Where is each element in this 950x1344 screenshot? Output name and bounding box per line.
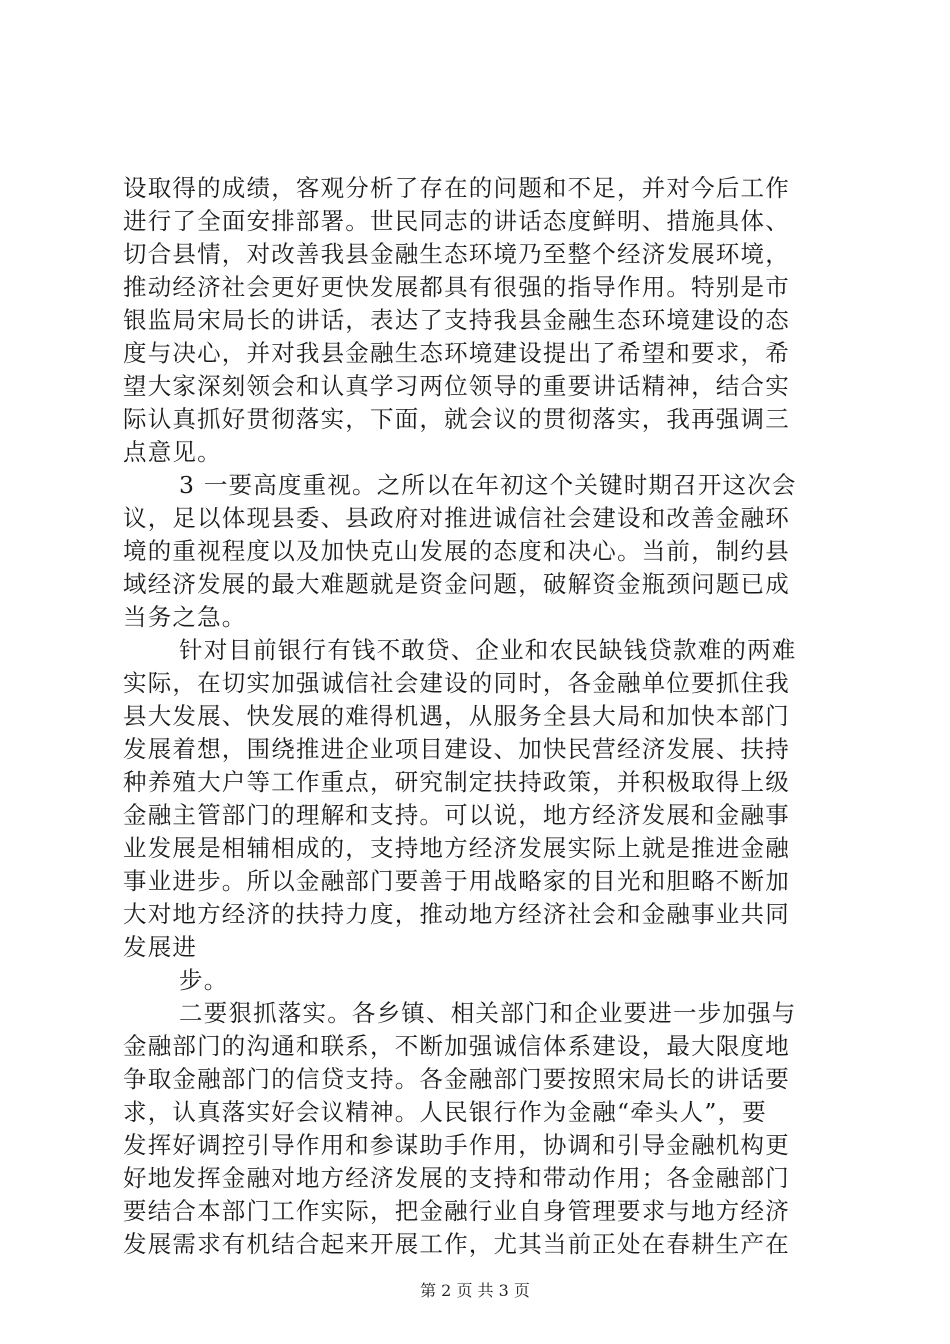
text-line: 推动经济社会更好更快发展都具有很强的指导作用。特别是市 (123, 273, 790, 301)
text-line: 点意见。 (123, 438, 222, 466)
text-line: 金融部门的沟通和联系，不断加强诚信体系建设，最大限度地 (123, 1032, 790, 1060)
text-line: 事业进步。所以金融部门要善于用战略家的目光和胆略不断加 (123, 867, 790, 895)
text-line: 进行了全面安排部署。世民同志的讲话态度鲜明、措施具体、 (123, 207, 790, 235)
text-line: 好地发挥金融对地方经济发展的支持和带动作用；各金融部门 (123, 1164, 790, 1192)
text-line: 发挥好调控引导作用和参谋助手作用，协调和引导金融机构更 (123, 1131, 790, 1159)
text-line: 际认真抓好贯彻落实，下面，就会议的贯彻落实，我再强调三 (123, 405, 790, 433)
text-line: 发展需求有机结合起来开展工作，尤其当前正处在春耕生产在 (123, 1230, 790, 1258)
document-body (123, 172, 833, 1261)
text-line: 望大家深刻领会和认真学习两位领导的重要讲话精神，结合实 (123, 372, 790, 400)
text-line: 针对目前银行有钱不敢贷、企业和农民缺钱贷款难的两难 (179, 636, 797, 664)
text-line: 大对地方经济的扶持力度，推动地方经济社会和金融事业共同 (123, 900, 790, 928)
text-line: 发展进 (123, 933, 198, 961)
text-line: 二要狠抓落实。各乡镇、相关部门和企业要进一步加强与 (179, 999, 797, 1027)
text-line: 业发展是相辅相成的，支持地方经济发展实际上就是推进金融 (123, 834, 790, 862)
text-line: 金融主管部门的理解和支持。可以说，地方经济发展和金融事 (123, 801, 790, 829)
text-line: 县大发展、快发展的难得机遇，从服务全县大局和加快本部门 (123, 702, 790, 730)
text-line: 议，足以体现县委、县政府对推进诚信社会建设和改善金融环 (123, 504, 790, 532)
text-line: 境的重视程度以及加快克山发展的态度和决心。当前，制约县 (123, 537, 790, 565)
text-line: 银监局宋局长的讲话，表达了支持我县金融生态环境建设的态 (123, 306, 790, 334)
text-line: 实际，在切实加强诚信社会建设的同时，各金融单位要抓住我 (123, 669, 790, 697)
paragraph (123, 997, 833, 1261)
text-line: 争取金融部门的信贷支持。各金融部门要按照宋局长的讲话要 (123, 1065, 790, 1093)
paragraph (123, 634, 833, 964)
text-line: 当务之急。 (123, 603, 247, 631)
text-line: 3 一要高度重视。之所以在年初这个关键时期召开这次会 (179, 471, 797, 499)
page-footer: 第 2 页 共 3 页 (420, 1281, 530, 1300)
text-line: 切合县情，对改善我县金融生态环境乃至整个经济发展环境， (123, 240, 790, 268)
paragraph (123, 172, 833, 469)
text-line: 度与决心，并对我县金融生态环境建设提出了希望和要求，希 (123, 339, 790, 367)
text-line: 要结合本部门工作实际，把金融行业自身管理要求与地方经济 (123, 1197, 790, 1225)
text-line: 发展着想，围绕推进企业项目建设、加快民营经济发展、扶持 (123, 735, 790, 763)
text-line: 种养殖大户等工作重点，研究制定扶持政策，并积极取得上级 (123, 768, 790, 796)
text-line: 步。 (179, 966, 229, 994)
text-line: 域经济发展的最大难题就是资金问题，破解资金瓶颈问题已成 (123, 570, 790, 598)
paragraph (123, 964, 833, 997)
text-line: 设取得的成绩，客观分析了存在的问题和不足，并对今后工作 (123, 174, 790, 202)
text-line: 求，认真落实好会议精神。人民银行作为金融“牵头人”，要 (123, 1098, 767, 1126)
paragraph (123, 469, 833, 634)
